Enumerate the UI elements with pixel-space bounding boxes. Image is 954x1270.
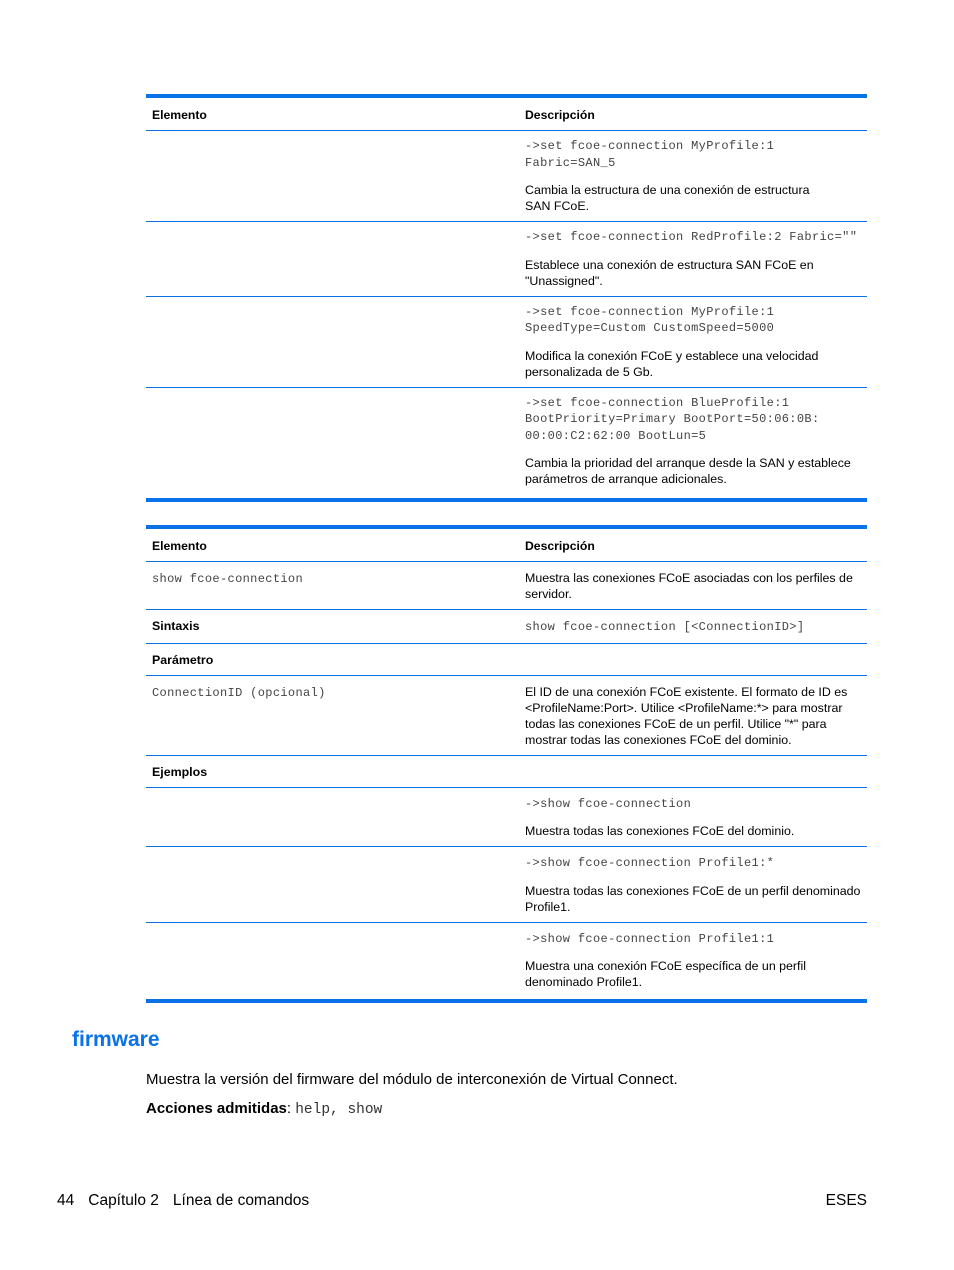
parameter-row [146,675,867,755]
page-number: 44 [57,1192,75,1209]
example-command: ->set fcoe-connection RedProfile:2 Fabric="" [525,230,858,244]
example-description: Muestra todas las conexiones FCoE de un perfil denominado Profile1. [525,883,861,914]
example-description: Establece una conexión de estructura SAN FCoE en "Unassigned". [525,257,814,288]
table-header-row [146,96,867,131]
examples-label-row [146,755,867,787]
example-description: Cambia la estructura de una conexión de estructura SAN FCoE. [525,183,810,213]
parameter-label-row [146,643,867,675]
command-row [146,562,867,610]
example-description: Muestra una conexión FCoE específica de un perfil denominado Profile1. [525,959,807,989]
example-command: ->set fcoe-connection MyProfile:1 Fabric=SAN_5 [525,139,775,170]
section-title: firmware [72,1028,160,1051]
section-intro: Muestra la versión del firmware del módulo de interconexión de Virtual Connect. [146,1071,678,1088]
table-header-row [146,527,867,562]
example-command: ->show fcoe-connection [525,796,692,811]
table-row [146,131,867,222]
locale-code: ESES [825,1192,867,1209]
chapter-title: Línea de comandos [172,1192,310,1209]
table-row [146,922,867,1001]
parameter-name: ConnectionID (opcional) [152,685,326,700]
command-name: show fcoe-connection [152,572,304,586]
page-footer-left [57,1192,309,1210]
table-row [146,222,867,297]
example-description: Modifica la conexión FCoE y establece una velocidad personalizada de 5 Gb. [525,348,819,379]
row-element [146,296,519,387]
table-row [146,387,867,500]
actions-separator: : [286,1100,296,1117]
header-elemento: Elemento [146,527,519,562]
table-row [146,296,867,387]
example-command: ->set fcoe-connection BlueProfile:1 BootPriority=Primary BootPort=50:06:0B: 00:00:C2:62:00 BootLun=5 [525,395,820,443]
show-fcoe-connection-table [146,525,867,1003]
actions-value: help, show [295,1102,383,1118]
actions-label: Acciones admitidas [146,1100,287,1117]
parameter-description: El ID de una conexión FCoE existente. El formato de ID es <ProfileName:Port>. Utilice <ProfileName:*> para mostrar todas las conexiones FCoE de un perfil. Utilice "*" para mostrar todas las conexiones FCoE del dominio. [519,675,867,755]
row-element [146,387,519,500]
syntax-label: Sintaxis [146,610,519,644]
header-descripcion: Descripción [519,96,867,131]
examples-label: Ejemplos [146,755,519,787]
set-fcoe-examples-table [146,94,867,502]
syntax-row [146,610,867,644]
example-command: ->set fcoe-connection MyProfile:1 SpeedType=Custom CustomSpeed=5000 [525,304,775,335]
syntax-value: show fcoe-connection [<ConnectionID>] [525,620,805,634]
row-element [146,222,519,297]
table-row [146,847,867,923]
example-description: Cambia la prioridad del arranque desde la SAN y establece parámetros de arranque adicionales. [525,456,851,486]
example-command: ->show fcoe-connection Profile1:1 [525,931,775,946]
chapter-label: Capítulo 2 [88,1192,159,1209]
row-element [146,131,519,222]
example-description: Muestra todas las conexiones FCoE del dominio. [525,824,795,838]
header-descripcion: Descripción [519,527,867,562]
parameter-label: Parámetro [146,643,519,675]
example-command: ->show fcoe-connection Profile1:* [525,856,775,870]
table-row [146,787,867,847]
command-description: Muestra las conexiones FCoE asociadas con los perfiles de servidor. [519,562,867,610]
supported-actions [146,1100,382,1119]
header-elemento: Elemento [146,96,519,131]
